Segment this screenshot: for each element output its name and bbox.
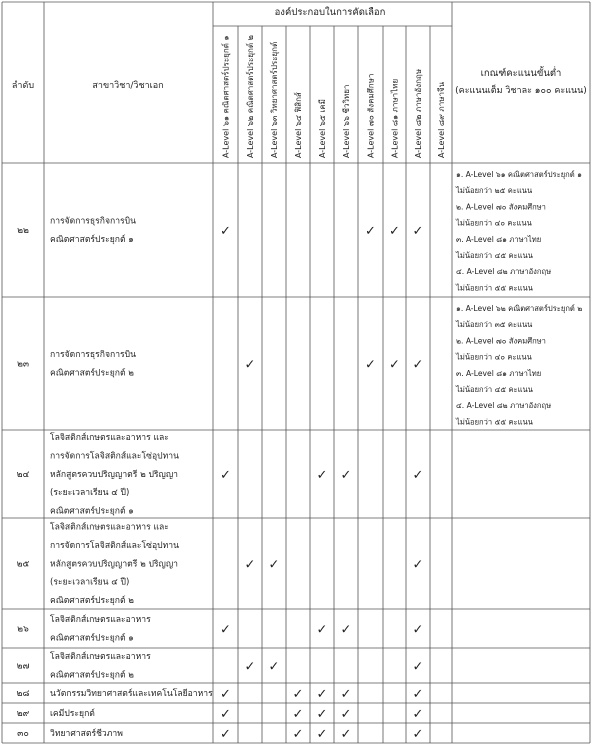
row-number: ๒๖	[17, 624, 29, 635]
check-mark: ✓	[316, 707, 328, 722]
header-components: องค์ประกอบในการคัดเลือก	[274, 7, 386, 18]
header-criteria-note: (คะแนนเต็ม วิชาละ ๑๐๐ คะแนน)	[455, 86, 587, 96]
table-row	[17, 522, 424, 607]
criteria-line: ๑. A-Level ๖๒ คณิตศาสตร์ประยุกต์ ๒	[456, 304, 583, 313]
criteria-line: ๔. A-Level ๘๒ ภาษาอังกฤษ	[456, 267, 552, 277]
check-mark: ✓	[316, 687, 328, 702]
subject-header-9: A-Level ๘๒ ภาษาอังกฤษ	[414, 68, 423, 158]
field-name-line: คณิตศาสตร์ประยุกต์ ๑	[50, 633, 134, 644]
field-name-line: โลจิสติกส์เกษตรและอาหาร	[50, 652, 151, 663]
row-number: ๒๒	[17, 226, 29, 236]
field-name-line: นวัตกรรมวิทยาศาสตร์และเทคโนโลยีอาหาร	[50, 688, 213, 699]
table-row	[17, 687, 424, 702]
check-mark: ✓	[316, 622, 328, 638]
subject-headers	[221, 35, 447, 158]
check-mark: ✓	[412, 357, 424, 373]
header-field: สาขาวิชา/วิชาเอก	[92, 81, 164, 91]
field-name-line: เคมีประยุกต์	[50, 708, 95, 719]
row-number: ๒๕	[16, 559, 30, 570]
check-mark: ✓	[340, 468, 352, 483]
field-name-line: การจัดการธุรกิจการบิน	[50, 350, 136, 361]
criteria-line: ๓. A-Level ๘๑ ภาษาไทย	[456, 234, 542, 244]
header-criteria: เกณฑ์คะแนนขั้นต่ำ	[480, 68, 562, 79]
field-name-line: โลจิสติกส์เกษตรและอาหาร	[50, 615, 151, 626]
table-row	[17, 304, 582, 426]
subject-header-3: A-Level ๖๓ วิทยาศาสตร์ประยุกต์	[270, 41, 279, 158]
check-mark: ✓	[220, 468, 231, 483]
check-mark: ✓	[244, 659, 256, 675]
subject-header-1: A-Level ๖๑ คณิตศาสตร์ประยุกต์ ๑	[221, 35, 231, 158]
table-row	[17, 170, 582, 292]
row-number: ๒๙	[16, 709, 30, 719]
table-row	[17, 651, 424, 680]
field-name-line: หลักสูตรควบปริญญาตรี ๒ ปริญญา	[50, 469, 179, 480]
criteria-line: ไม่น้อยกว่า ๔๐ คะแนน	[456, 352, 532, 362]
field-name-line: โลจิสติกส์เกษตรและอาหาร และ	[50, 522, 169, 533]
criteria-line: ไม่น้อยกว่า ๔๕ คะแนน	[456, 385, 533, 394]
criteria-line: ไม่น้อยกว่า ๔๐ คะแนน	[456, 218, 532, 228]
check-mark: ✓	[412, 622, 424, 638]
check-mark: ✓	[365, 224, 376, 239]
check-mark: ✓	[220, 707, 231, 722]
field-name-line: (ระยะเวลาเรียน ๔ ปี)	[50, 488, 130, 499]
table-row	[17, 432, 424, 517]
criteria-line: ไม่น้อยกว่า ๒๕ คะแนน	[456, 186, 533, 196]
check-mark: ✓	[412, 707, 424, 722]
check-mark: ✓	[365, 357, 376, 373]
field-name-line: โลจิสติกส์เกษตรและอาหาร และ	[50, 433, 169, 443]
check-mark: ✓	[292, 727, 304, 742]
check-mark: ✓	[412, 557, 424, 573]
header-order: ลำดับ	[11, 81, 35, 91]
subject-header-6: A-Level ๖๖ ชีววิทยา	[342, 84, 351, 158]
subject-header-7: A-Level ๗๐ สังคมศึกษา	[366, 73, 376, 158]
criteria-line: ๒. A-Level ๗๐ สังคมศึกษา	[456, 202, 546, 212]
field-name-line: การจัดการโลจิสติกส์และโซ่อุปทาน	[50, 451, 179, 462]
field-name-line: คณิตศาสตร์ประยุกต์ ๑	[50, 235, 134, 245]
check-mark: ✓	[268, 659, 280, 675]
table-body	[17, 170, 583, 742]
subject-header-4: A-Level ๖๔ ฟิสิกส์	[294, 92, 303, 158]
row-number: ๒๓	[16, 359, 30, 370]
criteria-line: ไม่น้อยกว่า ๓๕ คะแนน	[456, 320, 533, 330]
check-mark: ✓	[316, 727, 328, 742]
check-mark: ✓	[389, 357, 400, 373]
check-mark: ✓	[268, 557, 280, 573]
check-mark: ✓	[220, 727, 231, 742]
field-name-line: คณิตศาสตร์ประยุกต์ ๑	[50, 506, 134, 517]
criteria-line: ไม่น้อยกว่า ๔๕ คะแนน	[456, 251, 533, 260]
subject-header-10: A-Level ๘๙ ภาษาจีน	[437, 81, 446, 158]
criteria-line: ไม่น้อยกว่า ๕๕ คะแนน	[456, 283, 533, 293]
check-mark: ✓	[340, 727, 352, 742]
criteria-line: ๑. A-Level ๖๑ คณิตศาสตร์ประยุกต์ ๑	[456, 170, 582, 179]
field-name-line: การจัดการโลจิสติกส์และโซ่อุปทาน	[50, 540, 179, 551]
check-mark: ✓	[244, 557, 256, 573]
table-row	[17, 707, 424, 722]
check-mark: ✓	[389, 224, 400, 239]
check-mark: ✓	[316, 468, 328, 483]
check-mark: ✓	[220, 224, 231, 239]
check-mark: ✓	[340, 707, 352, 722]
check-mark: ✓	[292, 687, 304, 702]
check-mark: ✓	[340, 687, 352, 702]
check-mark: ✓	[220, 687, 231, 702]
check-mark: ✓	[412, 687, 424, 702]
criteria-line: ๓. A-Level ๘๑ ภาษาไทย	[456, 368, 542, 378]
field-name-line: (ระยะเวลาเรียน ๔ ปี)	[50, 577, 130, 588]
row-number: ๒๔	[16, 470, 30, 480]
row-number: ๓๐	[17, 729, 29, 739]
row-number: ๒๗	[16, 661, 30, 672]
check-mark: ✓	[412, 224, 424, 239]
subject-header-8: A-Level ๘๑ ภาษาไทย	[390, 78, 400, 158]
check-mark: ✓	[244, 357, 256, 373]
field-name-line: หลักสูตรควบปริญญาตรี ๒ ปริญญา	[50, 559, 179, 570]
row-number: ๒๘	[16, 689, 30, 699]
criteria-line: ๒. A-Level ๗๐ สังคมศึกษา	[456, 336, 546, 346]
field-name-line: คณิตศาสตร์ประยุกต์ ๒	[50, 670, 134, 681]
check-mark: ✓	[220, 622, 231, 638]
subject-header-5: A-Level ๖๕ เคมี	[318, 99, 327, 158]
field-name-line: การจัดการธุรกิจการบิน	[50, 216, 136, 227]
subject-header-2: A-Level ๖๒ คณิตศาสตร์ประยุกต์ ๒	[246, 35, 255, 158]
check-mark: ✓	[412, 659, 424, 675]
field-name-line: คณิตศาสตร์ประยุกต์ ๒	[50, 368, 134, 379]
check-mark: ✓	[340, 622, 352, 638]
check-mark: ✓	[412, 468, 424, 483]
table-row	[17, 727, 423, 742]
table-row	[17, 614, 423, 643]
field-name-line: วิทยาศาสตร์ชีวภาพ	[50, 728, 123, 739]
check-mark: ✓	[412, 727, 424, 742]
field-name-line: คณิตศาสตร์ประยุกต์ ๒	[50, 596, 134, 607]
criteria-line: ๔. A-Level ๘๒ ภาษาอังกฤษ	[456, 401, 552, 411]
criteria-line: ไม่น้อยกว่า ๕๕ คะแนน	[456, 417, 533, 427]
check-mark: ✓	[292, 707, 304, 722]
